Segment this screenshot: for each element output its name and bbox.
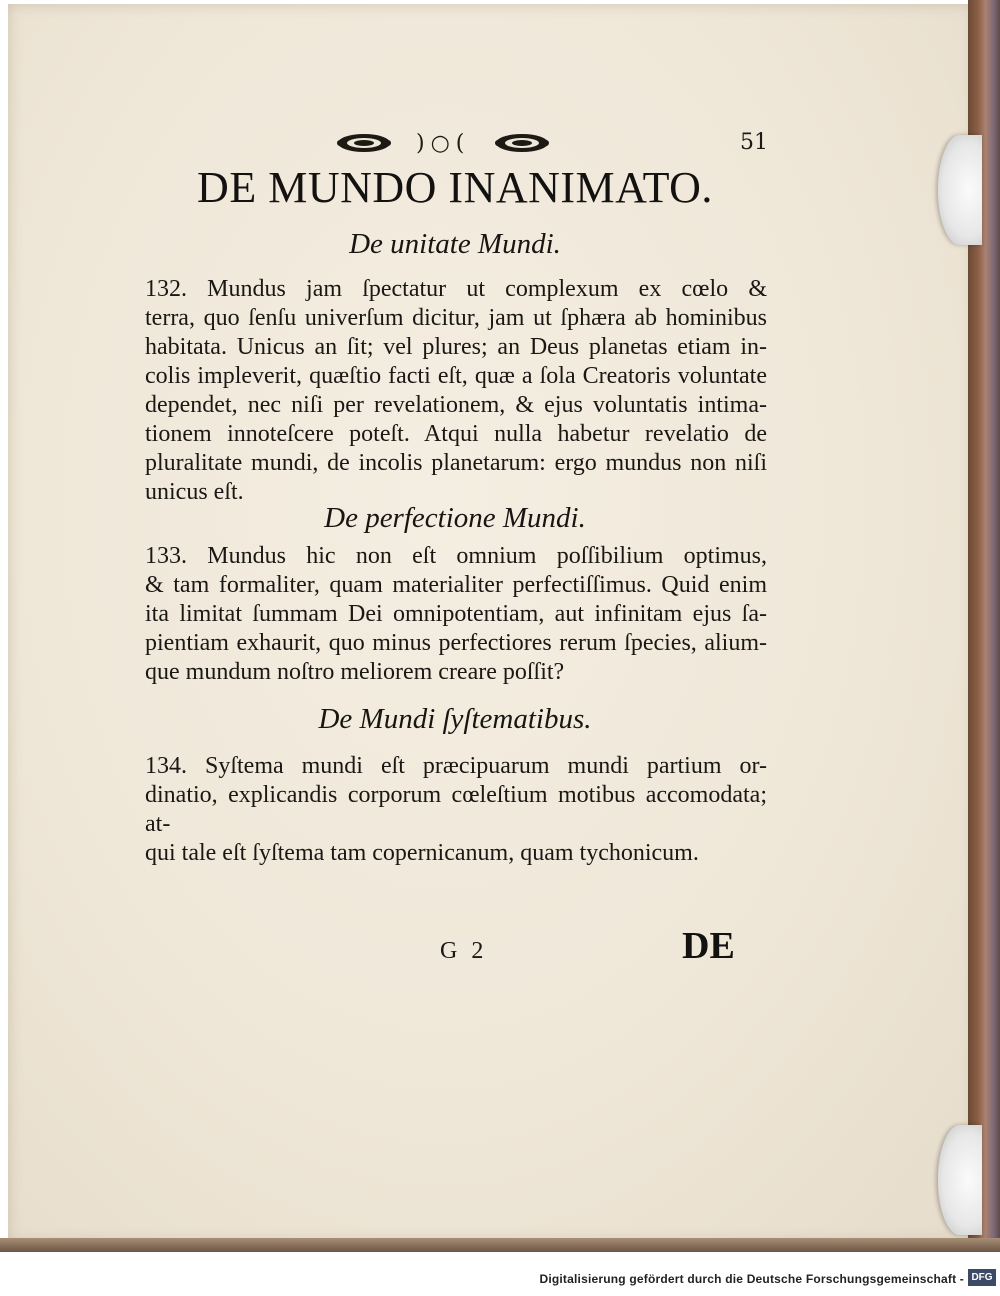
paragraph-line: habitata. Unicus an ſit; vel plures; an Deus planetas etiam in-: [145, 334, 767, 360]
paragraph-line: 134. Syſtema mundi eſt præcipuarum mundi partium or-: [145, 753, 767, 779]
paragraph-line: 132. Mundus jam ſpectatur ut complexum ex cœlo &: [145, 276, 767, 302]
section-heading-perfectione: De perfectione Mundi.: [324, 502, 586, 534]
paragraph-line: pientiam exhaurit, quo minus perfectiores rerum ſpecies, alium-: [145, 630, 767, 656]
page-bottom-edge: [0, 1238, 1000, 1252]
signature-mark: G 2: [440, 938, 488, 964]
paragraph-line: ita limitat ſummam Dei omnipotentiam, aut infinitam ejus ſa-: [145, 601, 767, 627]
section-heading-systematibus: De Mundi ſyſtematibus.: [318, 703, 592, 735]
paragraph-line: tionem innoteſcere poteſt. Atqui nulla habetur revelatio de: [145, 421, 767, 447]
paragraph-134: [145, 752, 767, 868]
paragraph-line: que mundum noſtro meliorem creare poſſit?: [145, 659, 565, 685]
digitization-footer: [0, 1252, 1000, 1296]
page-number: 51: [740, 130, 768, 155]
catchword: DE: [682, 925, 735, 967]
paragraph-line: unicus eſt.: [145, 479, 244, 505]
paragraph-132: [145, 275, 767, 507]
paragraph-line: 133. Mundus hic non eſt omnium poſſibilium optimus,: [145, 543, 767, 569]
paragraph-line: dependet, nec niſi per revelationem, & ejus voluntatis intima-: [145, 392, 767, 418]
section-heading-unitate: De unitate Mundi.: [349, 228, 561, 260]
chapter-title: DE MUNDO INANIMATO.: [197, 163, 713, 212]
dfg-logo-icon: DFG: [968, 1269, 996, 1286]
funding-credit: Digitalisierung gefördert durch die Deutsche Forschungsgemeinschaft -: [539, 1272, 964, 1286]
page-clip-bottom: [938, 1125, 982, 1235]
left-fleuron-icon: [334, 130, 394, 156]
paragraph-133: [145, 542, 767, 687]
page-clip-top: [938, 135, 982, 245]
paragraph-line: terra, quo ſenſu univerſum dicitur, jam ut ſphæra ab hominibus: [145, 305, 767, 331]
paragraph-line: pluralitate mundi, de incolis planetarum: ergo mundus non niſi: [145, 450, 767, 476]
paragraph-line: colis impleverit, quæſtio facti eſt, quæ a ſola Creatoris voluntate: [145, 363, 767, 389]
paragraph-line: dinatio, explicandis corporum cœleſtium motibus accomodata; at-: [145, 782, 767, 837]
crescent-ornament: )○(: [416, 130, 471, 156]
right-fleuron-icon: [492, 130, 552, 156]
paragraph-line: qui tale eſt ſyſtema tam copernicanum, quam tychonicum.: [145, 840, 699, 866]
header-ornament: [334, 128, 674, 158]
paragraph-line: & tam formaliter, quam materialiter perfectiſſimus. Quid enim: [145, 572, 767, 598]
